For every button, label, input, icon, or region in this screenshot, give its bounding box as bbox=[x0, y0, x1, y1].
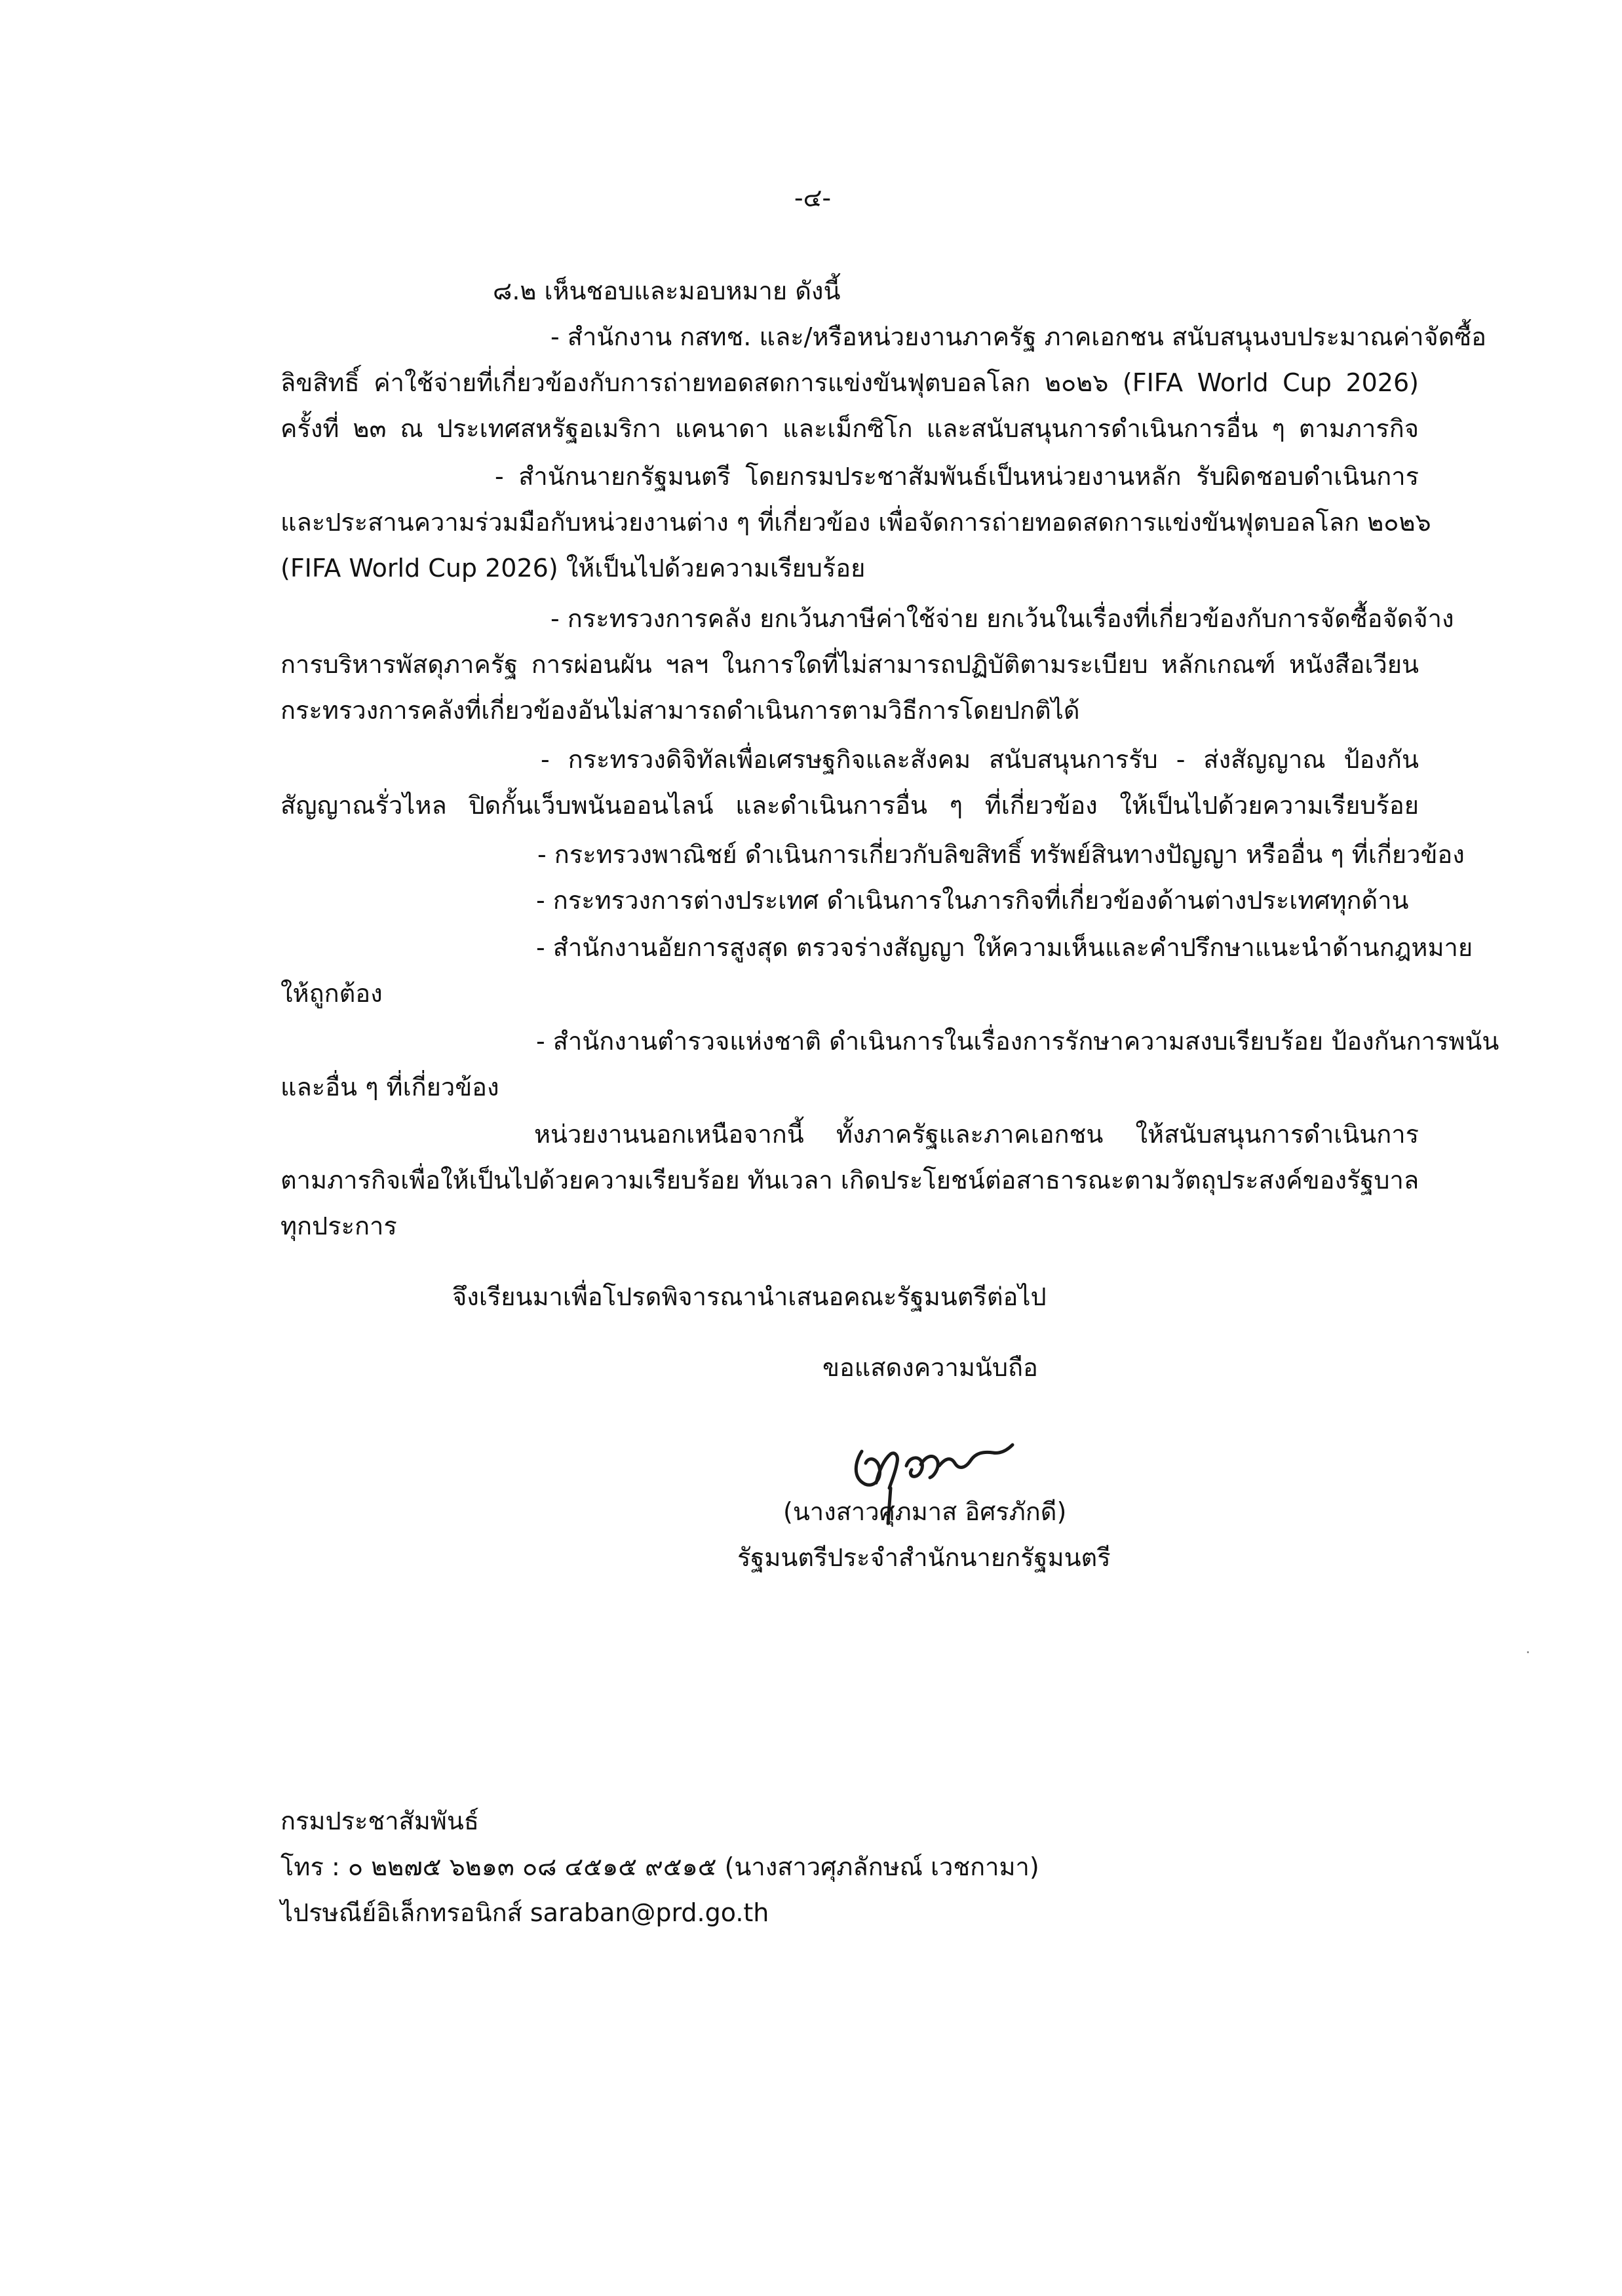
item-1-line-3: ครั้งที่ ๒๓ ณ ประเทศสหรัฐอเมริกา แคนาดา และเม็กซิโก และสนับสนุนการดำเนินการอื่น ๆ ตามภารกิจ bbox=[280, 414, 1419, 443]
item-3-line-1: - กระทรวงการคลัง ยกเว้นภาษีค่าใช้จ่าย ยกเว้นในเรื่องที่เกี่ยวข้องกับการจัดซื้อจัดจ้าง bbox=[550, 604, 1454, 633]
others-line-2: ตามภารกิจเพื่อให้เป็นไปด้วยความเรียบร้อย ทันเวลา เกิดประโยชน์ต่อสาธารณะตามวัตถุประสงค์ของรัฐบาล bbox=[280, 1166, 1419, 1195]
footer-department: กรมประชาสัมพันธ์ bbox=[280, 1807, 479, 1835]
item-8-line-2: และอื่น ๆ ที่เกี่ยวข้อง bbox=[280, 1073, 499, 1101]
item-2-line-1: - สำนักนายกรัฐมนตรี โดยกรมประชาสัมพันธ์เป็นหน่วยงานหลัก รับผิดชอบดำเนินการ bbox=[495, 462, 1419, 491]
item-3-line-2: การบริหารพัสดุภาครัฐ การผ่อนผัน ฯลฯ ในการใดที่ไม่สามารถปฏิบัติตามระเบียบ หลักเกณฑ์ หนังสือเวียน bbox=[280, 650, 1419, 679]
closing-request: จึงเรียนมาเพื่อโปรดพิจารณานำเสนอคณะรัฐมนตรีต่อไป bbox=[452, 1282, 1047, 1311]
item-1-line-1: - สำนักงาน กสทช. และ/หรือหน่วยงานภาครัฐ ภาคเอกชน สนับสนุนงบประมาณค่าจัดซื้อ bbox=[550, 322, 1486, 351]
item-3-line-3: กระทรวงการคลังที่เกี่ยวข้องอันไม่สามารถดำเนินการตามวิธีการโดยปกติได้ bbox=[280, 696, 1080, 725]
item-7-line-2: ให้ถูกต้อง bbox=[280, 979, 383, 1008]
footer-email: ไปรษณีย์อิเล็กทรอนิกส์ saraban@prd.go.th bbox=[280, 1898, 769, 1927]
item-7-line-1: - สำนักงานอัยการสูงสุด ตรวจร่างสัญญา ให้ความเห็นและคำปรึกษาแนะนำด้านกฎหมาย bbox=[536, 933, 1473, 962]
footer-phone: โทร : ๐ ๒๒๗๕ ๖๒๑๓ ๐๘ ๔๕๑๕ ๙๕๑๕ (นางสาวศุภลักษณ์ เวชกามา) bbox=[280, 1852, 1039, 1881]
page-number: -๔- bbox=[794, 183, 832, 212]
item-2-line-3: (FIFA World Cup 2026) ให้เป็นไปด้วยความเรียบร้อย bbox=[280, 554, 866, 583]
scan-speck bbox=[1527, 1651, 1529, 1653]
salutation: ขอแสดงความนับถือ bbox=[822, 1353, 1038, 1382]
item-5-line-1: - กระทรวงพาณิชย์ ดำเนินการเกี่ยวกับลิขสิทธิ์ ทรัพย์สินทางปัญญา หรืออื่น ๆ ที่เกี่ยวข้อง bbox=[537, 840, 1465, 869]
signatory-name: (นางสาวศุภมาส อิศรภักดี) bbox=[783, 1497, 1067, 1526]
item-8-line-1: - สำนักงานตำรวจแห่งชาติ ดำเนินการในเรื่องการรักษาความสงบเรียบร้อย ป้องกันการพนัน bbox=[536, 1027, 1499, 1056]
section-heading: ๘.๒ เห็นชอบและมอบหมาย ดังนี้ bbox=[493, 277, 841, 305]
item-4-line-2: สัญญาณรั่วไหล ปิดกั้นเว็บพนันออนไลน์ และดำเนินการอื่น ๆ ที่เกี่ยวข้อง ให้เป็นไปด้วยความเรียบร้อย bbox=[280, 791, 1419, 820]
item-6-line-1: - กระทรวงการต่างประเทศ ดำเนินการในภารกิจที่เกี่ยวข้องด้านต่างประเทศทุกด้าน bbox=[536, 886, 1409, 915]
item-2-line-2: และประสานความร่วมมือกับหน่วยงานต่าง ๆ ที่เกี่ยวข้อง เพื่อจัดการถ่ายทอดสดการแข่งขันฟุตบอลโลก ๒๐๒๖ bbox=[280, 508, 1431, 537]
others-line-3: ทุกประการ bbox=[280, 1212, 397, 1240]
item-1-line-2: ลิขสิทธิ์ ค่าใช้จ่ายที่เกี่ยวข้องกับการถ่ายทอดสดการแข่งขันฟุตบอลโลก ๒๐๒๖ (FIFA World Cup 2026) bbox=[280, 368, 1419, 397]
item-4-line-1: - กระทรวงดิจิทัลเพื่อเศรษฐกิจและสังคม สนับสนุนการรับ - ส่งสัญญาณ ป้องกัน bbox=[541, 745, 1419, 774]
signatory-position: รัฐมนตรีประจำสำนักนายกรัฐมนตรี bbox=[737, 1543, 1111, 1572]
others-line-1: หน่วยงานนอกเหนือจากนี้ ทั้งภาครัฐและภาคเอกชน ให้สนับสนุนการดำเนินการ bbox=[534, 1120, 1419, 1149]
